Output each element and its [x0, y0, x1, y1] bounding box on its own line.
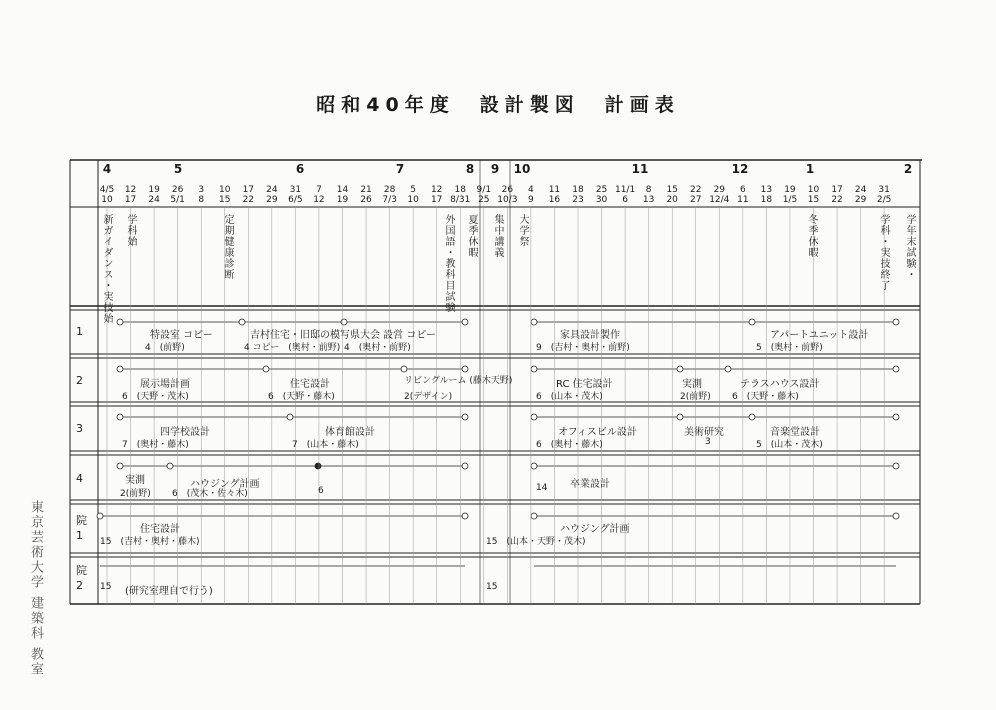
row-label-4: 4 — [76, 472, 83, 485]
project-credit: 2(前野) — [680, 392, 711, 402]
project-label: 家具設計製作 — [560, 330, 620, 341]
month-label: 11 — [631, 162, 649, 176]
project-credit: 15 (山本・天野・茂木) — [486, 537, 586, 547]
week-date: 15 20 — [666, 185, 678, 205]
week-date: 10 15 — [807, 185, 820, 205]
project-label: ハウジング計画 — [560, 524, 630, 535]
project-label: 県大会 設営 コピー — [350, 330, 436, 341]
project-credit: 15 (吉村・奥村・藤木) — [100, 537, 200, 547]
row-label-grad-2: 院 2 — [76, 564, 87, 592]
week-date: 19 24 — [148, 185, 160, 205]
week-date: 22 27 — [690, 185, 702, 205]
month-label: 9 — [490, 162, 500, 176]
project-credit: 6 (天野・藤木) — [732, 392, 799, 402]
project-credit: 5 (山本・茂木) — [756, 440, 823, 450]
week-date: 17 22 — [831, 185, 843, 205]
academic-event: 定期健康診断 — [222, 214, 233, 280]
project-label: 音楽堂設計 — [770, 427, 820, 438]
project-credit: 3 — [705, 437, 711, 447]
week-date: 29 12/4 — [709, 185, 730, 205]
week-date: 4 9 — [528, 185, 534, 205]
project-credit: 4 (奥村・前野) — [344, 343, 411, 353]
project-label: 展示場計画 — [140, 379, 190, 390]
project-credit: 6 — [318, 486, 324, 496]
week-date: 11 16 — [548, 185, 561, 205]
month-label: 12 — [731, 162, 749, 176]
academic-event: 集中講義 — [492, 214, 503, 258]
project-label: (研究室理自で行う) — [125, 586, 213, 597]
month-label: 6 — [295, 162, 305, 176]
row-label-3: 3 — [76, 422, 83, 435]
project-credit: 7 (山本・藤木) — [292, 440, 359, 450]
week-date: 11/1 6 — [614, 185, 636, 205]
academic-event: 外国語・教科目試験 — [443, 214, 454, 313]
academic-event: 学科始 — [125, 214, 136, 247]
week-date: 31 2/5 — [876, 185, 892, 205]
project-label: アパートユニット設計 — [770, 330, 869, 341]
project-credit: 2(デザイン) — [404, 392, 453, 402]
academic-event: 大学祭 — [517, 214, 528, 247]
week-date: 31 6/5 — [288, 185, 303, 205]
project-label: 実測 — [682, 379, 702, 390]
month-label: 2 — [903, 162, 913, 176]
week-date: 18 8/31 — [450, 185, 471, 205]
project-label: リビングルーム (藤木天野) — [404, 376, 513, 386]
week-date: 6 11 — [737, 185, 749, 205]
project-credit: 4 (前野) — [145, 343, 185, 353]
project-credit: 6 (天野・茂木) — [122, 392, 189, 402]
week-date: 24 29 — [266, 185, 278, 205]
project-credit: 2(前野) — [120, 489, 151, 499]
project-label: 住宅設計 — [140, 524, 180, 535]
project-credit: 6 (茂木・佐々木) — [172, 489, 248, 499]
row-label-2: 2 — [76, 374, 83, 387]
month-label: 10 — [513, 162, 531, 176]
academic-event: 学科・実技終了 — [878, 214, 889, 291]
academic-event: 夏季休暇 — [466, 214, 477, 258]
week-date: 14 19 — [336, 185, 349, 205]
week-date: 7 12 — [313, 185, 325, 205]
project-credit: 6 (奥村・藤木) — [536, 440, 603, 450]
academic-event: 新ガイダンス・実技始 — [101, 214, 112, 324]
week-date: 9/1 25 — [476, 185, 492, 205]
project-label: テラスハウス設計 — [740, 379, 820, 390]
project-credit: 6 (山本・茂木) — [536, 392, 603, 402]
project-credit: 15 — [100, 582, 112, 592]
project-label: オフィスビル設計 — [558, 427, 637, 438]
week-date: 3 8 — [198, 185, 205, 205]
week-date: 12 17 — [430, 185, 443, 205]
project-label: 実測 — [125, 475, 145, 486]
institution-stamp: 東京芸術大学 建築科 教室 — [28, 500, 43, 678]
project-credit: 4 コピー (奥村・前野) — [244, 343, 341, 353]
week-date: 5 10 — [407, 185, 419, 205]
week-date: 12 17 — [124, 185, 137, 205]
project-label: 卒業設計 — [570, 479, 610, 490]
week-date: 18 23 — [572, 185, 584, 205]
project-credit: 9 (吉村・奥村・前野) — [536, 343, 630, 353]
week-date: 25 30 — [595, 185, 608, 205]
project-label: 住宅設計 — [290, 379, 330, 390]
week-date: 26 10/3 — [497, 185, 518, 205]
week-date: 28 7/3 — [382, 185, 397, 205]
week-date: 24 29 — [854, 185, 867, 205]
week-date: 13 18 — [760, 185, 773, 205]
month-label: 1 — [805, 162, 815, 176]
month-label: 5 — [173, 162, 183, 176]
project-credit: 15 — [486, 582, 498, 592]
project-label: 特設室 コピー — [150, 330, 213, 341]
project-label: 四学校設計 — [160, 427, 210, 438]
month-label: 4 — [102, 162, 112, 176]
academic-event: 学年末試験・ — [904, 214, 915, 280]
project-credit: 5 (奥村・前野) — [756, 343, 823, 353]
week-date: 21 26 — [360, 185, 372, 205]
project-label: 吉村住宅・旧邸の模写 — [250, 330, 350, 341]
project-label: ハウジング計画 — [190, 479, 260, 490]
week-date: 8 13 — [642, 185, 655, 205]
project-label: 美術研究 — [684, 427, 724, 438]
month-label: 8 — [465, 162, 475, 176]
project-credit: 7 (奥村・藤木) — [122, 440, 189, 450]
project-credit: 14 — [536, 483, 548, 493]
week-date: 26 5/1 — [170, 185, 185, 205]
academic-event: 冬季休暇 — [806, 214, 817, 258]
row-label-1: 1 — [76, 325, 83, 338]
row-label-grad-1: 院 1 — [76, 514, 87, 542]
week-date: 17 22 — [242, 185, 255, 205]
project-label: RC 住宅設計 — [556, 379, 613, 390]
project-label: 体育館設計 — [325, 427, 375, 438]
week-date: 10 15 — [219, 185, 231, 205]
week-date: 19 1/5 — [782, 185, 798, 205]
project-credit: 6 (天野・藤木) — [268, 392, 335, 402]
week-date: 4/5 10 — [99, 185, 115, 205]
month-label: 7 — [395, 162, 405, 176]
page-title: 昭和40年度 設計製図 計画表 — [316, 94, 680, 116]
